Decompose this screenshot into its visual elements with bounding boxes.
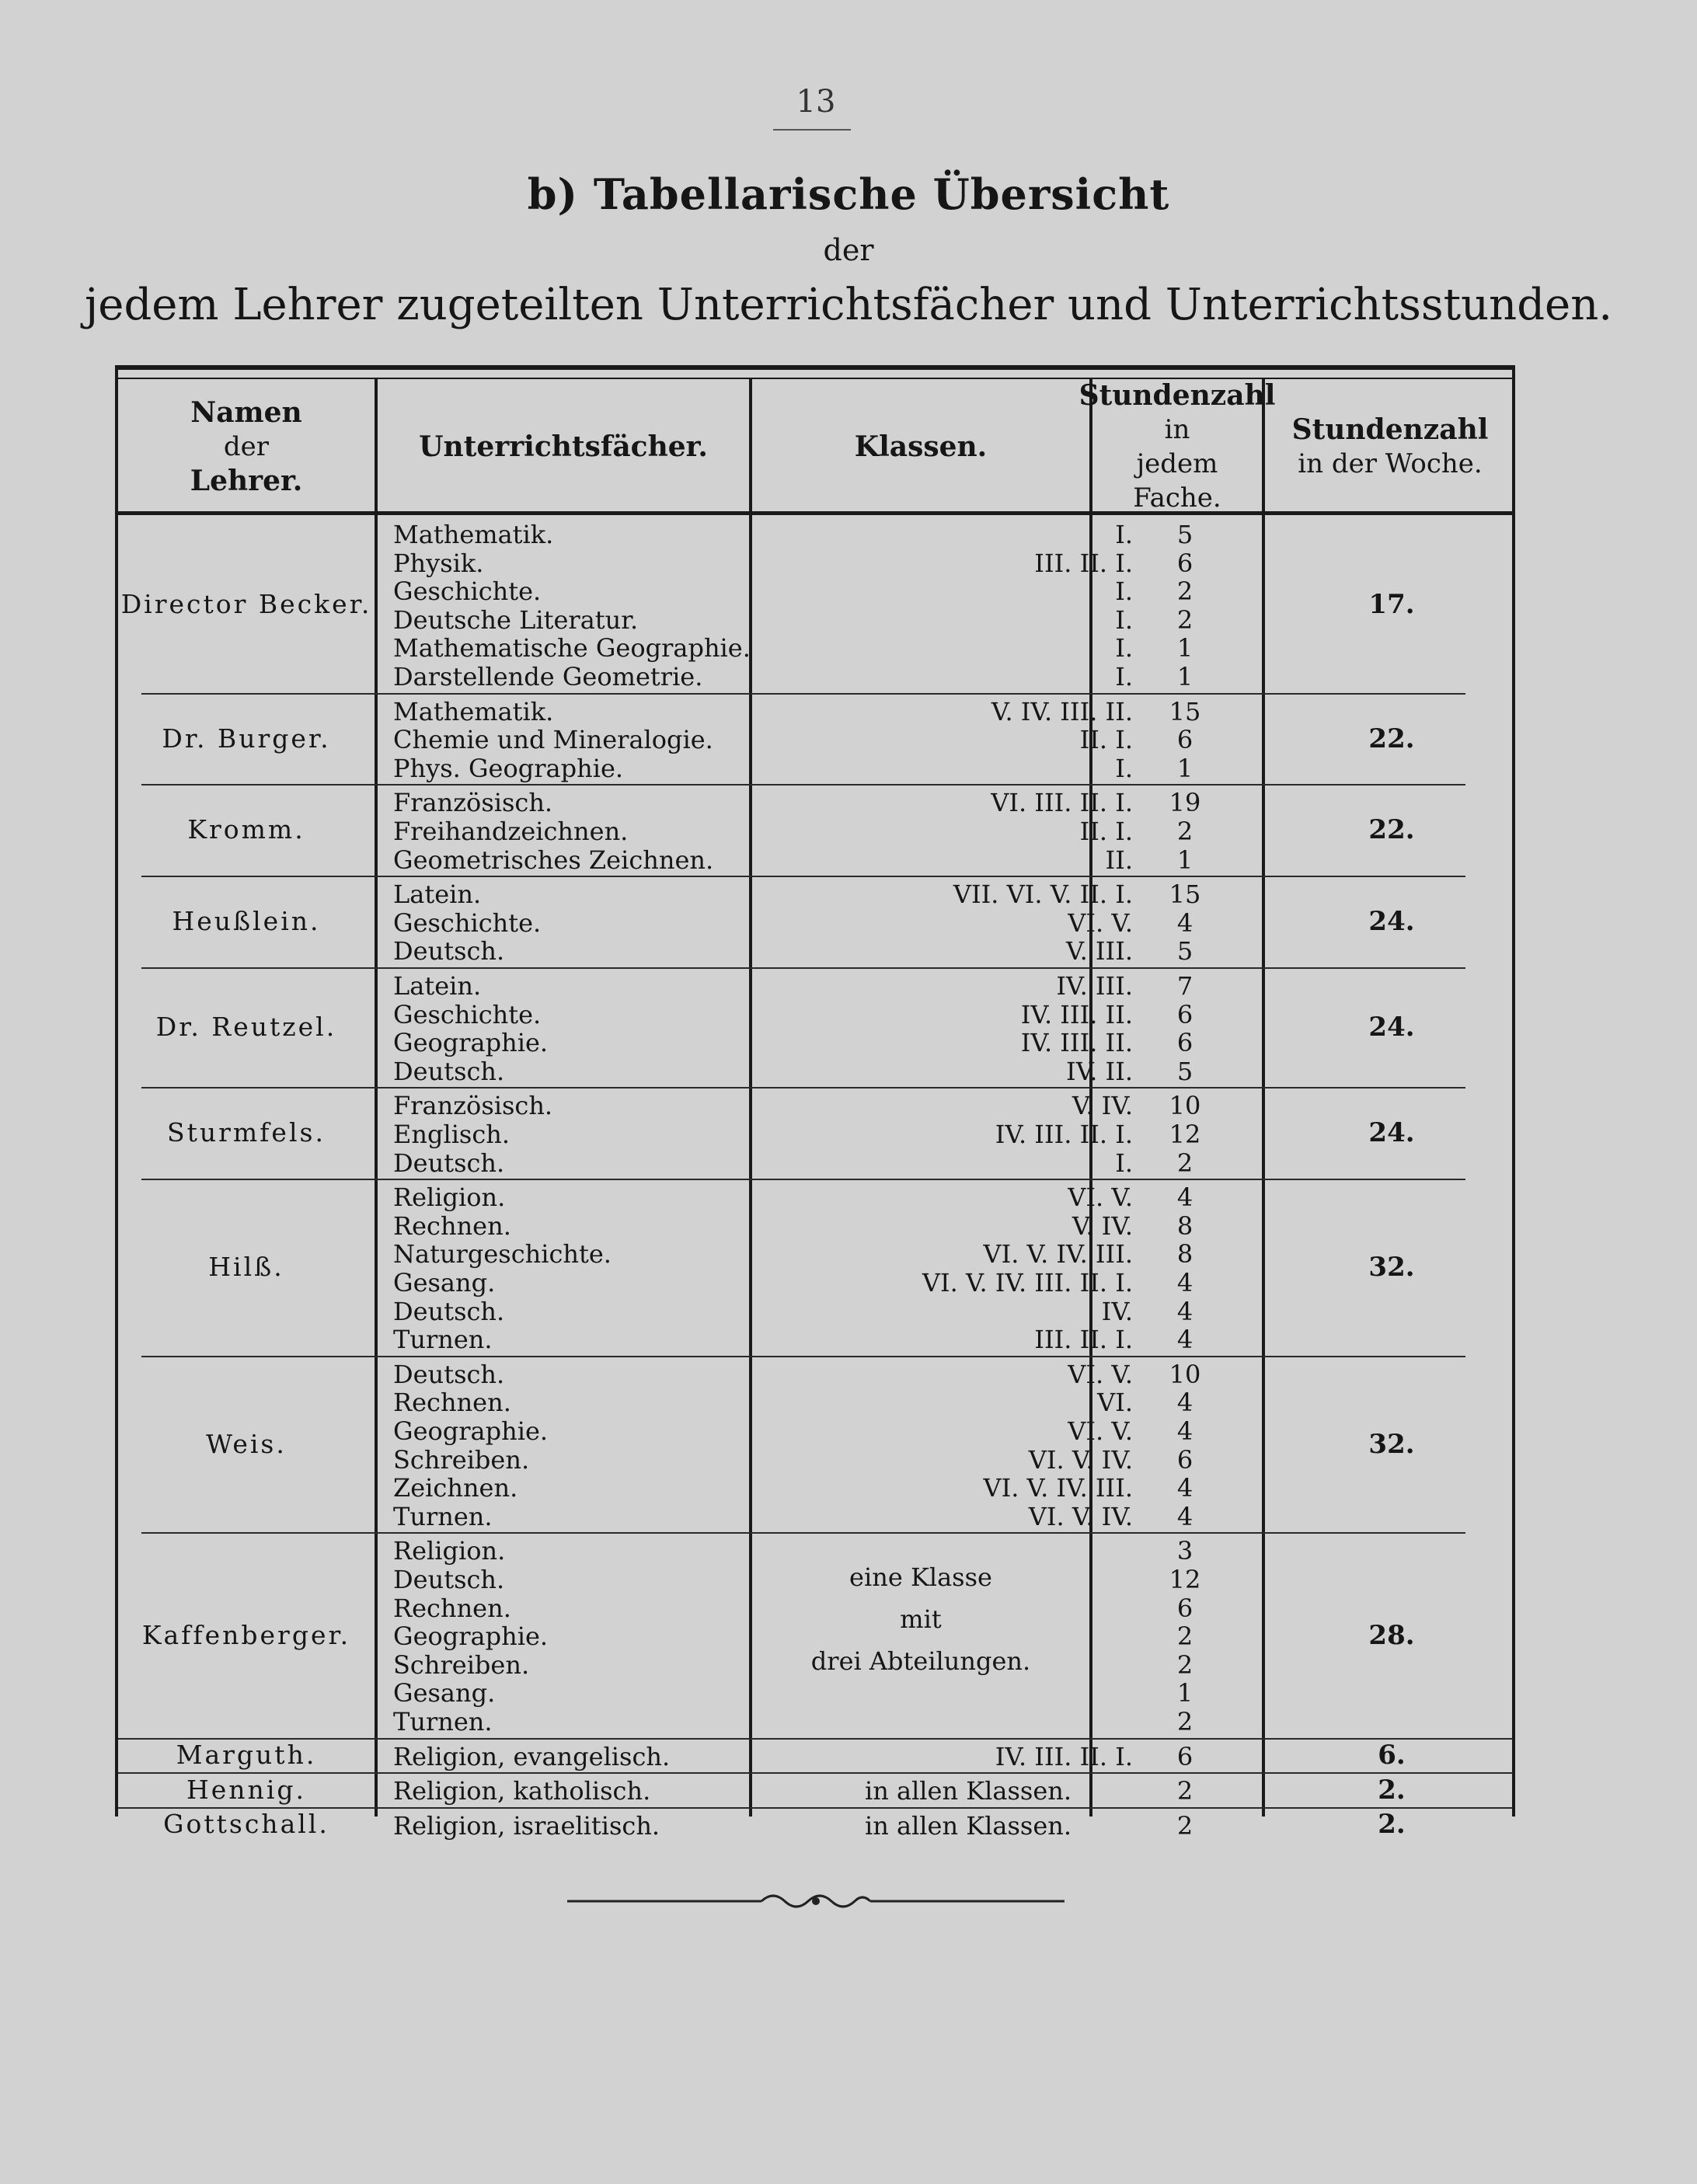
subject-cell: Englisch. (393, 1120, 510, 1149)
hours-cell: 19 (1169, 788, 1201, 818)
subject-cell: Deutsche Literatur. (393, 604, 639, 635)
teacher-table (115, 365, 1515, 1841)
header-names (118, 388, 375, 505)
header-subjects (378, 388, 749, 505)
classes-cell: VI. (1097, 1388, 1133, 1418)
hours-cell: 15 (1169, 880, 1201, 910)
hours-cell: 4 (1176, 907, 1193, 938)
hours-cell: 12 (1169, 1565, 1201, 1594)
subject-cell: Religion, israelitisch. (393, 1810, 660, 1841)
hours-cell: 4 (1176, 1388, 1193, 1418)
hours-cell: 2 (1176, 604, 1193, 635)
classes-cell: VI. V. IV. III. II. I. (922, 1268, 1133, 1298)
group-separator (141, 876, 1465, 877)
classes-cell: IV. III. II. I. (995, 1120, 1133, 1149)
subject-cell: Französisch. (393, 788, 553, 818)
classes-cell: I. (1115, 753, 1133, 783)
subject-cell: Phys. Geographie. (393, 753, 624, 783)
hours-cell: 5 (1176, 1056, 1193, 1086)
hours-cell: 6 (1176, 548, 1193, 578)
header-bottom-rule (118, 511, 1512, 515)
classes-cell: V. IV. III. II. (991, 696, 1133, 726)
hours-cell: 8 (1176, 1239, 1193, 1270)
hours-cell: 15 (1169, 696, 1201, 726)
hours-cell: 1 (1176, 662, 1193, 691)
subject-cell: Turnen. (393, 1501, 493, 1531)
hours-cell: 4 (1176, 1501, 1193, 1531)
classes-cell: VI. III. II. I. (991, 788, 1133, 818)
header-hours-week-line: Stundenzahl (1291, 413, 1489, 446)
subject-cell: Mathematische Geographie. (393, 633, 751, 664)
table-top-rule (118, 378, 1512, 379)
group-separator (141, 1179, 1465, 1180)
hours-cell: 1 (1176, 1678, 1193, 1709)
weekly-total: 2. (1378, 1774, 1406, 1806)
classes-cell: III. II. I. (1034, 1325, 1133, 1355)
hours-cell: 4 (1176, 1325, 1193, 1355)
subject-cell: Turnen. (393, 1707, 493, 1736)
classes-note: drei Abteilungen. (810, 1646, 1031, 1677)
subject-cell: Rechnen. (393, 1210, 511, 1241)
subject-cell: Geographie. (393, 1028, 549, 1058)
classes-cell: II. I. (1079, 725, 1133, 755)
hours-cell: 2 (1176, 1810, 1193, 1841)
subject-cell: Religion. (393, 1536, 506, 1566)
subject-cell: Mathematik. (393, 520, 554, 549)
hours-cell: 2 (1176, 1621, 1193, 1652)
classes-cell: I. (1115, 576, 1133, 607)
hours-cell: 3 (1176, 1536, 1193, 1566)
hours-cell: 2 (1176, 817, 1193, 846)
heading-connector: der (823, 233, 874, 267)
classes-cell: I. (1115, 662, 1133, 691)
teacher-name: Heußlein. (172, 906, 321, 937)
subject-cell: Geographie. (393, 1416, 549, 1446)
classes-cell: VI. V. IV. III. (983, 1239, 1133, 1270)
header-classes (752, 388, 1089, 505)
classes-cell: I. (1115, 520, 1133, 549)
teacher-name: Gottschall. (163, 1809, 329, 1840)
subject-cell: Deutsch. (393, 1056, 505, 1086)
classes-cell: VI. V. IV. (1028, 1501, 1133, 1531)
header-names-line: Lehrer. (190, 465, 303, 497)
weekly-total: 32. (1368, 1428, 1415, 1460)
page-number: 13 (796, 84, 836, 120)
weekly-total: 32. (1368, 1252, 1415, 1283)
subject-cell: Religion. (393, 1183, 506, 1213)
subject-cell: Geschichte. (393, 907, 542, 938)
hours-cell: 2 (1176, 576, 1193, 607)
subject-cell: Geschichte. (393, 576, 542, 607)
classes-cell: VII. VI. V. II. I. (953, 880, 1133, 910)
weekly-total: 2. (1378, 1809, 1406, 1841)
header-hours-subject-line: in (1164, 414, 1190, 445)
subject-cell: Naturgeschichte. (393, 1239, 612, 1270)
weekly-total: 28. (1368, 1619, 1415, 1651)
teacher-name: Kromm. (187, 814, 305, 845)
classes-cell: II. I. (1079, 817, 1133, 846)
hours-cell: 6 (1176, 725, 1193, 755)
subject-cell: Geometrisches Zeichnen. (393, 845, 714, 875)
hours-cell: 10 (1169, 1091, 1201, 1121)
weekly-total: 24. (1368, 1117, 1415, 1149)
subject-cell: Rechnen. (393, 1388, 511, 1418)
classes-note: mit (900, 1604, 942, 1635)
classes-cell: I. (1115, 1148, 1133, 1178)
subject-cell: Latein. (393, 971, 482, 1001)
teacher-name: Weis. (206, 1428, 287, 1459)
subject-cell: Physik. (393, 548, 484, 578)
classes-cell: VI. V. (1068, 1359, 1133, 1389)
hours-cell: 6 (1176, 1028, 1193, 1058)
heading-title: b) Tabellarische Übersicht (527, 169, 1170, 219)
classes-cell: IV. III. II. (1020, 1028, 1133, 1058)
hours-cell: 6 (1176, 1444, 1193, 1475)
hours-cell: 2 (1176, 1649, 1193, 1680)
hours-cell: 8 (1176, 1210, 1193, 1241)
classes-cell: III. II. I. (1034, 548, 1133, 578)
teacher-name: Hilß. (208, 1252, 284, 1282)
subject-cell: Deutsch. (393, 1148, 505, 1178)
classes-cell: in allen Klassen. (864, 1810, 1072, 1841)
hours-cell: 2 (1176, 1148, 1193, 1178)
hours-cell: 1 (1176, 753, 1193, 783)
teacher-name: Kaffenberger. (141, 1619, 351, 1650)
subject-cell: Rechnen. (393, 1593, 511, 1623)
teacher-name: Marguth. (176, 1739, 317, 1770)
weekly-total: 24. (1368, 906, 1415, 938)
subject-cell: Mathematik. (393, 696, 554, 726)
hours-cell: 4 (1176, 1183, 1193, 1213)
hours-cell: 7 (1176, 971, 1193, 1001)
teacher-name: Dr. Burger. (162, 723, 331, 754)
subject-cell: Zeichnen. (393, 1473, 518, 1503)
classes-cell: IV. III. II. (1020, 999, 1133, 1029)
header-hours-subject-line: Stundenzahl (1078, 379, 1276, 412)
classes-cell: V. IV. (1072, 1091, 1133, 1121)
group-separator (141, 784, 1465, 785)
hours-cell: 4 (1176, 1473, 1193, 1503)
hours-cell: 4 (1176, 1268, 1193, 1298)
teacher-name: Sturmfels. (167, 1117, 326, 1148)
classes-cell: VI. V. (1068, 1416, 1133, 1446)
classes-cell: IV. III. (1056, 971, 1133, 1001)
heading-subtitle: jedem Lehrer zugeteilten Unterrichtsfächer und Unterrichtsstunden. (84, 280, 1613, 330)
subject-cell: Religion, evangelisch. (393, 1741, 671, 1771)
subject-cell: Freihandzeichnen. (393, 817, 629, 846)
subject-cell: Geographie. (393, 1621, 549, 1652)
classes-cell: in allen Klassen. (864, 1776, 1072, 1806)
weekly-total: 6. (1378, 1739, 1406, 1771)
column-divider (375, 378, 378, 1817)
header-names-line: der (223, 431, 270, 462)
subject-cell: Deutsch. (393, 1359, 505, 1389)
teacher-name: Hennig. (186, 1774, 306, 1805)
hours-cell: 5 (1176, 520, 1193, 549)
classes-cell: VI. V. (1068, 1183, 1133, 1213)
subject-cell: Darstellende Geometrie. (393, 662, 703, 691)
hours-cell: 1 (1176, 845, 1193, 875)
weekly-total: 24. (1368, 1012, 1415, 1043)
classes-note: eine Klasse (849, 1562, 992, 1593)
classes-cell: IV. III. II. I. (995, 1741, 1133, 1771)
header-hours-subject-line: jedem Fache. (1133, 448, 1221, 514)
subject-cell: Gesang. (393, 1678, 496, 1709)
header-subjects-label: Unterrichtsfächer. (419, 430, 708, 463)
header-hours-week (1265, 388, 1515, 505)
hours-cell: 2 (1176, 1707, 1193, 1736)
group-separator (141, 1356, 1465, 1357)
page-number-rule (773, 129, 851, 131)
group-separator (141, 1087, 1465, 1089)
hours-cell: 5 (1176, 936, 1193, 967)
subject-cell: Religion, katholisch. (393, 1776, 651, 1806)
classes-cell: I. (1115, 604, 1133, 635)
hours-cell: 4 (1176, 1296, 1193, 1326)
hours-cell: 6 (1176, 999, 1193, 1029)
hours-cell: 4 (1176, 1416, 1193, 1446)
hours-cell: 6 (1176, 1741, 1193, 1771)
header-hours-week-line: in der Woche. (1298, 448, 1483, 479)
subject-cell: Geschichte. (393, 999, 542, 1029)
weekly-total: 22. (1368, 723, 1415, 754)
teacher-name: Dr. Reutzel. (155, 1012, 337, 1043)
hours-cell: 10 (1169, 1359, 1201, 1389)
classes-cell: VI. V. IV. III. (983, 1473, 1133, 1503)
classes-cell: VI. V. IV. (1028, 1444, 1133, 1475)
classes-cell: V. III. (1066, 936, 1133, 967)
hours-cell: 6 (1176, 1593, 1193, 1623)
hours-cell: 2 (1176, 1776, 1193, 1806)
header-classes-label: Klassen. (854, 430, 988, 463)
subject-cell: Turnen. (393, 1325, 493, 1355)
hours-cell: 1 (1176, 633, 1193, 664)
weekly-total: 17. (1368, 588, 1415, 620)
classes-cell: I. (1115, 633, 1133, 664)
classes-cell: IV. (1101, 1296, 1133, 1326)
classes-cell: VI. V. (1068, 907, 1133, 938)
subject-cell: Deutsch. (393, 1565, 505, 1594)
subject-cell: Latein. (393, 880, 482, 910)
classes-cell: V. IV. (1072, 1210, 1133, 1241)
subject-cell: Deutsch. (393, 936, 505, 967)
header-hours-subject (1078, 379, 1276, 514)
header-names-line: Namen (190, 396, 302, 429)
ornament-divider (567, 1890, 1065, 1913)
subject-cell: Schreiben. (393, 1649, 530, 1680)
group-separator (141, 1532, 1465, 1534)
group-separator (141, 693, 1465, 695)
subject-cell: Schreiben. (393, 1444, 530, 1475)
teacher-name: Director Becker. (120, 588, 372, 619)
subject-cell: Französisch. (393, 1091, 553, 1121)
hours-cell: 12 (1169, 1120, 1201, 1149)
group-separator (141, 967, 1465, 969)
subject-cell: Gesang. (393, 1268, 496, 1298)
subject-cell: Deutsch. (393, 1296, 505, 1326)
classes-cell: II. (1105, 845, 1133, 875)
weekly-total: 22. (1368, 814, 1415, 846)
classes-cell: IV. II. (1066, 1056, 1133, 1086)
subject-cell: Chemie und Mineralogie. (393, 725, 713, 755)
